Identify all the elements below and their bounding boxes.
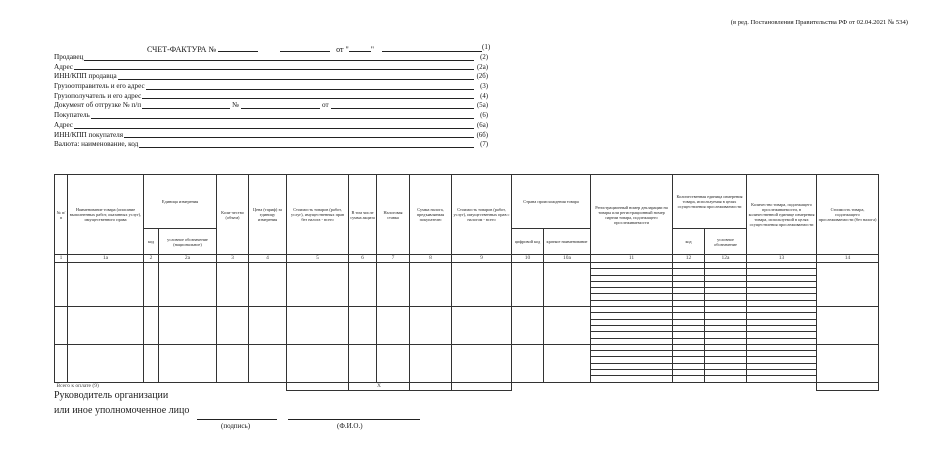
seller-inn-label: ИНН/КПП продавца [54, 72, 117, 81]
col-h-12: код [673, 229, 705, 255]
col-num: 1а [68, 255, 144, 263]
signer-title-line2: или иное уполномоченное лицо [54, 405, 190, 416]
col-num: 9 [452, 255, 512, 263]
invoice-day-field[interactable] [349, 43, 371, 52]
seller-label: Продавец [54, 53, 84, 61]
col-h-country: Страна происхождения товара [512, 175, 591, 229]
col-h-trace-unit: Количественная единица измерения товара, используемая в целях осуществления прослеживаемости [673, 175, 747, 229]
cell[interactable] [452, 263, 512, 307]
cell[interactable] [817, 344, 879, 382]
total-tax-cell[interactable] [410, 382, 452, 390]
consignor-label: Грузоотправитель и его адрес [54, 82, 145, 91]
cell[interactable] [410, 344, 452, 382]
col-h-13: Количество товара, подлежащего прослеживаемости, в количественной единице измерения товара, используемой в целях осуществления прослеживаемости [747, 175, 817, 255]
cell[interactable] [377, 263, 410, 307]
buyer-address-row[interactable] [54, 121, 494, 131]
total-label: Всего к оплате (9) [55, 382, 287, 390]
col-h-8: Сумма налога, предъявляемая покупателю [410, 175, 452, 255]
invoice-title-ref: (1) [482, 43, 491, 51]
seller-address-label: Адрес [54, 62, 74, 71]
cell[interactable] [377, 344, 410, 382]
header-fields [54, 53, 494, 150]
col-h-7: Налоговая ставка [377, 175, 410, 255]
col-num: 1 [55, 255, 68, 263]
consignee-ref: (4) [480, 92, 488, 100]
cell[interactable] [144, 344, 159, 382]
full-name-caption: (Ф.И.О.) [337, 422, 363, 430]
cell[interactable] [249, 307, 287, 345]
cell[interactable] [217, 344, 249, 382]
cell[interactable] [144, 307, 159, 345]
buyer-inn-ref: (6б) [476, 131, 488, 139]
col-num: 13 [747, 255, 817, 263]
cell[interactable] [217, 307, 249, 345]
cell[interactable] [287, 263, 349, 307]
col-h-12a: условное обозначение [705, 229, 747, 255]
currency-row[interactable] [54, 140, 494, 150]
col-h-5: Стоимость товаров (работ, услуг), имущественных прав без налога - всего [287, 175, 349, 255]
col-h-3: Коли-чество (объем) [217, 175, 249, 255]
col-num: 11 [591, 255, 673, 263]
col-h-1: № п/п [55, 175, 68, 255]
col-num: 10 [512, 255, 544, 263]
cell[interactable] [512, 263, 544, 307]
full-name-field[interactable] [288, 419, 420, 420]
col-num: 4 [249, 255, 287, 263]
col-h-10: цифровой код [512, 229, 544, 255]
cell[interactable] [512, 307, 544, 345]
col-num: 2 [144, 255, 159, 263]
cell[interactable] [349, 307, 377, 345]
cell[interactable] [68, 263, 144, 307]
invoice-date-mid: " [370, 45, 375, 54]
signature-caption: (подпись) [221, 422, 251, 430]
cell[interactable] [249, 263, 287, 307]
invoice-title-label: СЧЕТ-ФАКТУРА [147, 45, 207, 54]
buyer-ref: (6) [480, 112, 488, 120]
column-number-row [55, 255, 879, 263]
col-h-9: Стоимость товаров (работ, услуг), имущественных прав с налогом - всего [452, 175, 512, 255]
cell[interactable] [544, 307, 591, 345]
cell[interactable] [159, 263, 217, 307]
col-h-14: Стоимость товара, подлежащего прослеживаемости (без налога) [817, 175, 879, 255]
col-h-11: Регистрационный номер декларации на товары или регистрационный номер партии товара, подлежащего прослеживаемости [591, 175, 673, 255]
shipment-doc-number-sign: № [232, 101, 239, 110]
seller-inn-row[interactable] [54, 72, 494, 82]
cell[interactable] [410, 307, 452, 345]
currency-ref: (7) [480, 141, 488, 149]
cell[interactable] [452, 307, 512, 345]
cell[interactable] [452, 344, 512, 382]
col-h-2: код [144, 229, 159, 255]
invoice-number-field[interactable] [218, 43, 258, 52]
total-without-tax-cell[interactable] [287, 382, 349, 390]
col-h-1a: Наименование товара (описание выполненных работ, оказанных услуг), имущественного права [68, 175, 144, 255]
shipment-doc-ref: (5а) [477, 102, 488, 110]
cell[interactable] [817, 263, 879, 307]
cell[interactable] [377, 307, 410, 345]
col-h-6: В том числе сумма акциза [349, 175, 377, 255]
cell[interactable] [544, 344, 591, 382]
cell[interactable] [410, 263, 452, 307]
invoice-table [54, 174, 879, 391]
cell[interactable] [68, 344, 144, 382]
cell[interactable] [287, 307, 349, 345]
consignor-ref: (3) [480, 83, 488, 91]
cell[interactable] [249, 344, 287, 382]
col-num: 12 [673, 255, 705, 263]
cell[interactable] [512, 344, 544, 382]
buyer-address-ref: (6а) [477, 121, 488, 129]
col-num: 2а [159, 255, 217, 263]
buyer-inn-label: ИНН/КПП покупателя [54, 130, 124, 139]
cell[interactable] [159, 307, 217, 345]
total-traceable-cell[interactable] [817, 382, 879, 390]
buyer-address-label: Адрес [54, 120, 74, 129]
cell[interactable] [159, 344, 217, 382]
col-h-10a: краткое наименование [544, 229, 591, 255]
seller-address-row[interactable] [54, 63, 494, 73]
seller-row[interactable] [54, 53, 494, 63]
invoice-date-prefix: от " [336, 45, 349, 54]
cell[interactable] [68, 307, 144, 345]
signature-field[interactable] [197, 419, 277, 420]
col-num: 5 [287, 255, 349, 263]
buyer-row[interactable] [54, 111, 494, 121]
cell[interactable] [217, 263, 249, 307]
revision-note: (в ред. Постановления Правительства РФ от 02.04.2021 № 534) [730, 19, 908, 26]
shipment-doc-row[interactable] [54, 101, 494, 111]
consignee-label: Грузополучатель и его адрес [54, 91, 142, 100]
total-row [55, 382, 879, 390]
total-with-tax-cell[interactable] [452, 382, 512, 390]
currency-label: Валюта: наименование, код [54, 140, 139, 149]
consignor-row[interactable] [54, 82, 494, 92]
seller-inn-ref: (2б) [476, 73, 488, 81]
seller-ref: (2) [480, 54, 488, 61]
invoice-number-sign: № [208, 45, 217, 54]
shipment-doc-date-prefix: от [322, 101, 329, 110]
cell[interactable] [817, 307, 879, 345]
cell[interactable] [349, 344, 377, 382]
total-excise-cell: Х [349, 382, 410, 390]
consignee-row[interactable] [54, 92, 494, 102]
col-h-2a: условное обозначение (национальное) [159, 229, 217, 255]
col-num: 14 [817, 255, 879, 263]
col-h-unit: Единица измерения [144, 175, 217, 229]
col-num: 10а [544, 255, 591, 263]
col-num: 6 [349, 255, 377, 263]
cell[interactable] [55, 307, 68, 345]
cell[interactable] [55, 344, 68, 382]
buyer-label: Покупатель [54, 111, 90, 120]
signer-title-line1: Руководитель организации [54, 390, 169, 401]
col-num: 3 [217, 255, 249, 263]
cell[interactable] [544, 263, 591, 307]
cell[interactable] [55, 263, 68, 307]
seller-address-ref: (2а) [477, 63, 488, 71]
col-h-4: Цена (тариф) за единицу измерения [249, 175, 287, 255]
cell[interactable] [144, 263, 159, 307]
buyer-inn-row[interactable] [54, 131, 494, 141]
col-num: 8 [410, 255, 452, 263]
invoice-number-field-2[interactable] [280, 43, 330, 52]
cell[interactable] [287, 344, 349, 382]
invoice-month-year-field[interactable] [382, 43, 482, 52]
cell[interactable] [349, 263, 377, 307]
col-num: 7 [377, 255, 410, 263]
shipment-doc-label: Документ об отгрузке № п/п [54, 101, 142, 110]
col-num: 12а [705, 255, 747, 263]
